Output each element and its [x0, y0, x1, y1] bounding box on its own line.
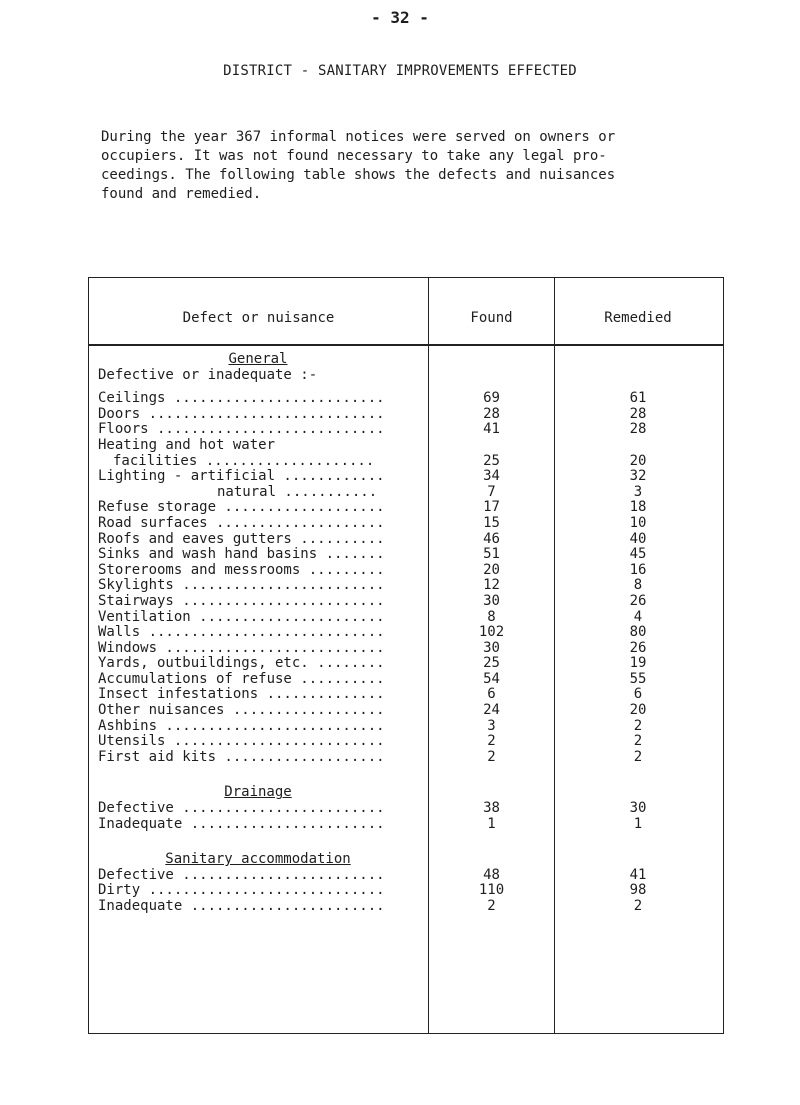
page-heading: DISTRICT - SANITARY IMPROVEMENTS EFFECTED — [223, 63, 577, 79]
row-label: Heating and hot water — [98, 436, 276, 453]
row-label: Refuse storage ................... — [98, 499, 385, 516]
row-label: Inadequate ....................... — [98, 898, 385, 914]
row-label: natural ........... — [217, 483, 378, 500]
row-label: Other nuisances .................. — [98, 702, 385, 719]
found-value: 25 — [483, 452, 500, 469]
row-label: Ventilation ...................... — [98, 608, 385, 625]
found-value: 30 — [483, 592, 500, 609]
section-title-row — [89, 785, 723, 801]
row-label: Yards, outbuildings, etc. ........ — [98, 655, 385, 672]
table-row — [89, 656, 723, 672]
remedied-value: 26 — [629, 639, 647, 656]
table-row — [89, 391, 723, 407]
found-value: 46 — [483, 530, 500, 547]
found-value: 34 — [483, 468, 500, 485]
row-label: Roofs and eaves gutters .......... — [98, 530, 385, 547]
table-row — [89, 703, 723, 719]
remedied-value: 18 — [629, 499, 647, 516]
table-row — [89, 899, 723, 915]
remedied-value: 55 — [629, 670, 647, 687]
row-label: Road surfaces .................... — [98, 514, 385, 531]
intro-line: found and remedied. — [101, 186, 262, 202]
defects-table — [88, 277, 724, 1034]
row-label: Sinks and wash hand basins ....... — [98, 546, 385, 563]
found-value: 54 — [483, 670, 500, 687]
remedied-value: 41 — [629, 866, 647, 883]
found-value: 2 — [487, 898, 496, 914]
remedied-value: 40 — [629, 530, 647, 547]
found-value: 7 — [487, 483, 496, 500]
row-label: Defective ........................ — [98, 800, 385, 817]
intro-line: occupiers. It was not found necessary to take any legal pro- — [101, 148, 607, 164]
remedied-value: 80 — [629, 624, 647, 641]
table-row — [89, 750, 723, 766]
found-value: 6 — [487, 686, 496, 703]
found-value: 8 — [487, 608, 496, 625]
remedied-value: 45 — [629, 546, 647, 563]
found-value: 51 — [483, 546, 500, 563]
table-row — [89, 801, 723, 817]
table-row — [89, 625, 723, 641]
header-remedied: Remedied — [604, 310, 672, 326]
remedied-value: 1 — [633, 815, 643, 832]
table-row — [89, 407, 723, 423]
row-label: Dirty ............................ — [98, 882, 385, 899]
row-label: Skylights ........................ — [98, 577, 385, 594]
found-value: 2 — [487, 748, 496, 765]
row-label: Utensils ......................... — [98, 733, 385, 750]
found-value: 41 — [483, 421, 500, 438]
row-label: Doors ............................ — [98, 405, 385, 422]
header-found: Found — [470, 310, 513, 326]
section-title: General — [228, 351, 288, 367]
found-value: 102 — [478, 624, 505, 641]
row-label: First aid kits ................... — [98, 748, 385, 765]
table-row — [89, 469, 723, 485]
remedied-value: 8 — [633, 577, 643, 594]
table-row — [89, 578, 723, 594]
remedied-value: 4 — [633, 608, 643, 625]
row-label: facilities .................... — [113, 452, 375, 469]
table-row — [89, 868, 723, 884]
found-value: 15 — [483, 514, 500, 531]
remedied-value: 6 — [633, 686, 643, 703]
found-value: 28 — [483, 405, 500, 422]
found-value: 3 — [487, 717, 496, 734]
header-rule — [89, 344, 723, 346]
table-row — [89, 687, 723, 703]
row-label: Inadequate ....................... — [98, 815, 385, 832]
remedied-value: 30 — [629, 800, 647, 817]
row-label: Walls ............................ — [98, 624, 385, 641]
table-row — [89, 500, 723, 516]
found-value: 48 — [483, 866, 500, 883]
remedied-value: 28 — [629, 405, 647, 422]
header-defect: Defect or nuisance — [182, 310, 335, 326]
remedied-value: 2 — [633, 733, 643, 750]
found-value: 69 — [483, 390, 500, 407]
table-body — [89, 352, 723, 915]
row-label: Windows .......................... — [98, 639, 385, 656]
found-value: 12 — [483, 577, 500, 594]
table-row — [89, 454, 723, 470]
table-row — [89, 594, 723, 610]
found-value: 17 — [483, 499, 500, 516]
section-subtitle-row — [89, 368, 723, 384]
found-value: 25 — [483, 655, 500, 672]
found-value: 24 — [483, 702, 500, 719]
section-title: Sanitary accommodation — [165, 851, 351, 868]
section-title-row — [89, 852, 723, 868]
found-value: 2 — [487, 733, 496, 750]
intro-line: ceedings. The following table shows the defects and nuisances — [101, 167, 616, 183]
table-row — [89, 547, 723, 563]
page-number: - 32 - — [371, 8, 429, 27]
remedied-value: 20 — [629, 702, 647, 719]
row-label: Lighting - artificial ............ — [98, 468, 385, 485]
table-row — [89, 516, 723, 532]
intro-line: During the year 367 informal notices were served on owners or — [101, 129, 616, 145]
remedied-value: 19 — [629, 655, 647, 672]
table-row — [89, 734, 723, 750]
row-label: Accumulations of refuse .......... — [98, 670, 385, 687]
table-row — [89, 563, 723, 579]
found-value: 20 — [483, 561, 500, 578]
section-title: Drainage — [224, 784, 292, 801]
table-row — [89, 672, 723, 688]
section-subtitle: Defective or inadequate :- — [98, 366, 318, 383]
row-label: Floors ........................... — [98, 421, 385, 438]
remedied-value: 3 — [633, 483, 643, 500]
remedied-value: 2 — [633, 748, 643, 765]
section-title-row — [89, 352, 723, 368]
table-row — [89, 610, 723, 626]
row-label: Ceilings ......................... — [98, 390, 385, 407]
table-row — [89, 532, 723, 548]
table-row — [89, 438, 723, 454]
remedied-value: 98 — [629, 882, 647, 899]
row-label: Insect infestations .............. — [98, 686, 385, 703]
found-value: 1 — [487, 815, 496, 832]
remedied-value: 20 — [629, 452, 647, 469]
row-label: Ashbins .......................... — [98, 717, 385, 734]
found-value: 38 — [483, 800, 500, 817]
remedied-value: 32 — [629, 468, 647, 485]
row-label: Storerooms and messrooms ......... — [98, 561, 385, 578]
remedied-value: 61 — [629, 390, 647, 407]
intro-paragraph — [101, 128, 761, 204]
remedied-value: 16 — [629, 561, 647, 578]
table-row — [89, 641, 723, 657]
found-value: 110 — [478, 882, 505, 899]
remedied-value: 10 — [629, 514, 647, 531]
found-value: 30 — [483, 639, 500, 656]
remedied-value: 2 — [633, 898, 643, 914]
table-row — [89, 817, 723, 833]
row-label: Defective ........................ — [98, 866, 385, 883]
table-row — [89, 485, 723, 501]
table-row — [89, 719, 723, 735]
table-row — [89, 883, 723, 899]
remedied-value: 26 — [629, 592, 647, 609]
remedied-value: 2 — [633, 717, 643, 734]
row-label: Stairways ........................ — [98, 592, 385, 609]
remedied-value: 28 — [629, 421, 647, 438]
table-row — [89, 422, 723, 438]
